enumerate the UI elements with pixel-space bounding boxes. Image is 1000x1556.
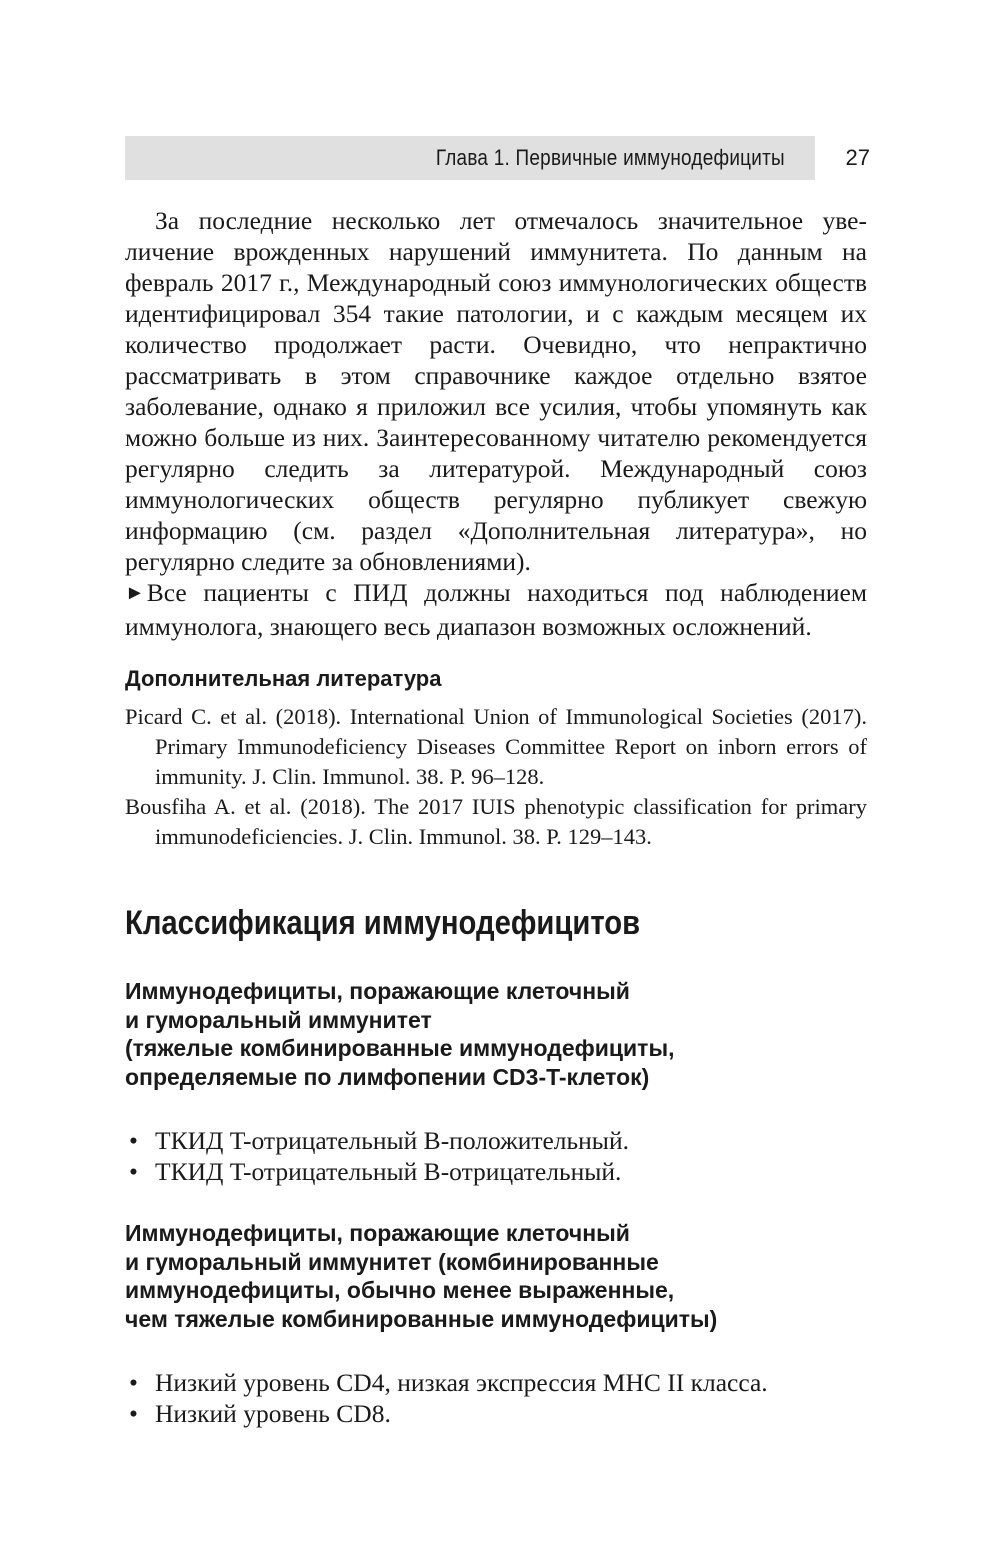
page-content <box>125 205 867 1429</box>
group-heading <box>125 977 867 1091</box>
list-item <box>125 1156 867 1187</box>
list-item-text: ТКИД T-отрицательный B-отрицательный. <box>155 1157 622 1186</box>
list-item <box>125 1125 867 1156</box>
list-item-text: ТКИД T-отрицательный B-положительный. <box>155 1126 629 1155</box>
group-heading-line: (тяжелые комбинированные иммунодефициты, <box>125 1035 675 1061</box>
bullet-icon: • <box>129 1126 138 1155</box>
bullet-list <box>125 1125 867 1187</box>
group-heading-line: и гуморальный иммунитет <box>125 1006 432 1033</box>
page-number: 27 <box>845 145 870 170</box>
reference-item: Picard C. et al. (2018). International Union of Immunological Societies (2017). Primary Immunodeficiency Diseases Committee Report on inborn errors of immunity. J. Clin. Immunol. 38. P. 96–128. <box>125 704 867 789</box>
intro-paragraph: За последние несколько лет отмечалось значительное увеличение врожденных нарушений иммунитета. По данным на февраль 2017 г., Международный союз иммунологических обществ идентифицировал 354 такие патологии, и с каждым месяцем их количество продолжает расти. Очевидно, что непрактично рассматривать в этом справочнике каждое отдельно взятое заболевание, однако я приложил все усилия, чтобы упомянуть как можно больше из них. Заинтересованному читателю рекомендуется регулярно следить за литературой. Международный союз иммунологических обществ регулярно публикует свежую информацию (см. раздел «Дополнительная литература», но регулярно следите за обновлениями). <box>125 206 867 576</box>
note-text: Все пациенты с ПИД должны находиться под наблюдением иммунолога, знающего весь диапазон возможных осложнений. <box>125 578 867 641</box>
group-heading <box>125 1219 867 1333</box>
arrow-marker-icon: ► <box>125 582 145 604</box>
running-head <box>125 136 815 180</box>
bullet-icon: • <box>129 1157 138 1186</box>
group-heading-line: и гуморальный иммунитет (комбинированные <box>125 1248 659 1275</box>
reference-list <box>125 702 867 852</box>
note-paragraph <box>125 577 867 642</box>
group-heading-line: иммунодефициты, обычно менее выраженные, <box>125 1277 675 1303</box>
bullet-icon: • <box>129 1399 138 1428</box>
group-heading-line: определяемые по лимфопении CD3-T-клеток) <box>125 1063 650 1090</box>
bullet-list <box>125 1367 867 1429</box>
group-heading-line: Иммунодефициты, поражающие клеточный <box>125 978 630 1004</box>
list-item-text: Низкий уровень CD4, низкая экспрессия MHC II класса. <box>155 1368 768 1397</box>
list-item <box>125 1398 867 1429</box>
group-heading-line: чем тяжелые комбинированные иммунодефициты) <box>125 1305 718 1332</box>
reference-item: Bousfiha A. et al. (2018). The 2017 IUIS phenotypic classification for primary immunodeficiencies. J. Clin. Immunol. 38. P. 129–143. <box>125 794 867 849</box>
chapter-title: Глава 1. Первичные иммунодефициты <box>435 145 785 170</box>
group-heading-line: Иммунодефициты, поражающие клеточный <box>125 1220 630 1246</box>
list-item-text: Низкий уровень CD8. <box>155 1399 391 1428</box>
section-title: Классификация иммунодефицитов <box>125 904 641 942</box>
bullet-icon: • <box>129 1368 138 1397</box>
list-item <box>125 1367 867 1398</box>
further-reading-heading: Дополнительная литература <box>125 666 442 691</box>
